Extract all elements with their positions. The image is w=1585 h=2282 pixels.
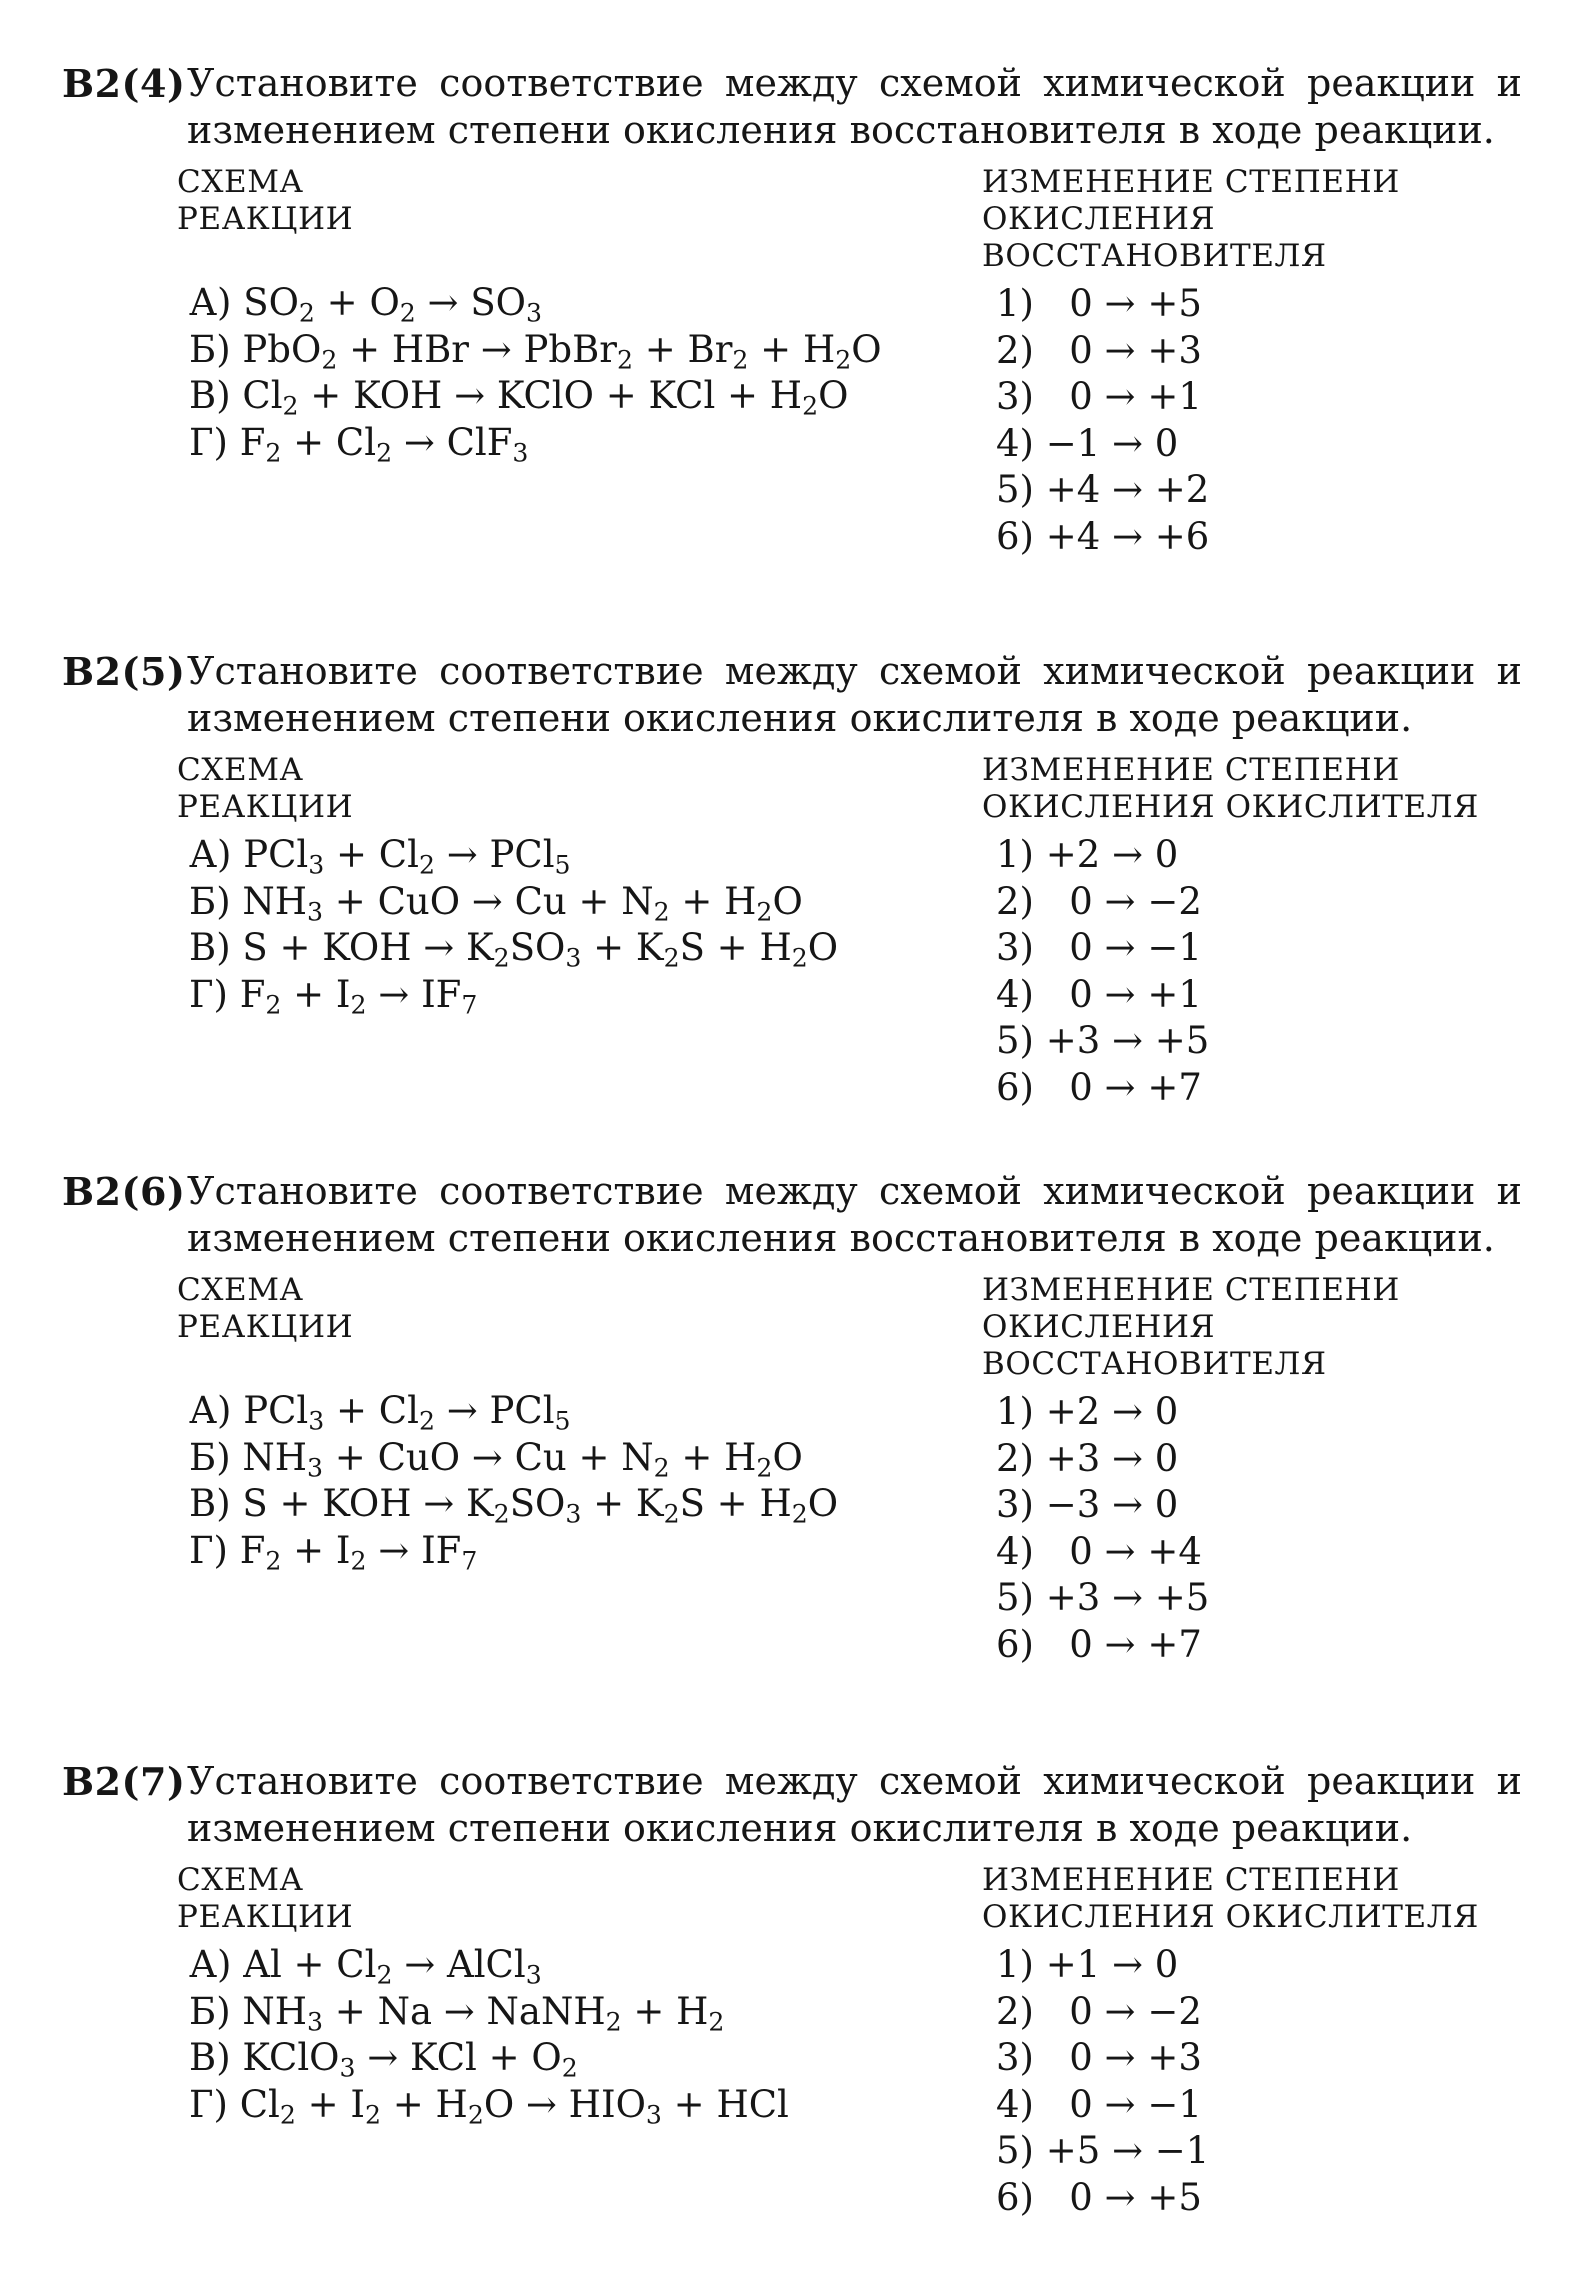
answer-option: 5) +3 → +5 bbox=[996, 1019, 1210, 1062]
reaction-item: Г) $F_2 + I_2 \to IF_7$ bbox=[189, 1528, 478, 1575]
reaction-item: Г) $Cl_2 + I_2 + H_2O \to HIO_3$ + HCl bbox=[189, 2082, 789, 2129]
answer-option: 4) 0 → +4 bbox=[996, 1529, 1202, 1573]
answer-option: 2) +3 → 0 bbox=[996, 1436, 1179, 1480]
reaction-item: В) $Cl_2$ + KOH → KClO + KCl + $H_2O$ bbox=[189, 374, 849, 421]
task-instruction: Установите соответствие между схемой химической реакции и изменением степени окисления окислителя в ходе реакции. bbox=[187, 649, 1522, 740]
reaction-column bbox=[177, 1862, 997, 2128]
task-heading bbox=[62, 648, 1522, 742]
answer-option: 2) 0 → +3 bbox=[996, 328, 1202, 372]
answer-column bbox=[982, 1862, 1522, 2221]
reaction-column-header: СХЕМА РЕАКЦИИ bbox=[177, 1272, 354, 1345]
answer-option: 1) 0 → +5 bbox=[996, 282, 1202, 325]
reaction-list bbox=[177, 280, 997, 466]
answer-option: 2) 0 → −2 bbox=[996, 1989, 1202, 2033]
answer-option: 3) 0 → −1 bbox=[996, 926, 1202, 969]
answer-option: 3) −3 → 0 bbox=[996, 1483, 1179, 1526]
reaction-column-header: СХЕМА РЕАКЦИИ bbox=[177, 164, 354, 237]
task-heading bbox=[62, 60, 1522, 154]
task-instruction: Установите соответствие между схемой химической реакции и изменением степени окисления восстановителя в ходе реакции. bbox=[187, 61, 1522, 152]
task-b2-5 bbox=[62, 648, 1522, 1172]
matching-columns bbox=[62, 1272, 1522, 1692]
task-instruction: Установите соответствие между схемой химической реакции и изменением степени окисления восстановителя в ходе реакции. bbox=[187, 1169, 1522, 1260]
reaction-list bbox=[177, 1388, 997, 1574]
task-instruction: Установите соответствие между схемой химической реакции и изменением степени окисления окислителя в ходе реакции. bbox=[187, 1759, 1522, 1850]
reaction-item: Б) PbO$_2$ + HBr → PbBr$_2$ + $Br_2 + H_2O$ bbox=[189, 327, 882, 374]
answer-option: 4) 0 → +1 bbox=[996, 972, 1202, 1016]
answer-option: 5) +3 → +5 bbox=[996, 1576, 1210, 1619]
reaction-item: Б) $NH_3 + Na$ → NaNH$_2$ + $H_2$ bbox=[189, 1989, 725, 2036]
reaction-item: А) $PCl_3 + Cl_2 \to PCl_5$ bbox=[189, 1389, 571, 1436]
task-heading bbox=[62, 1168, 1522, 1262]
reaction-item: Г) $F_2 + Cl_2 \to ClF_3$ bbox=[189, 420, 529, 467]
task-b2-7 bbox=[62, 1758, 1522, 2282]
answer-option: 5) +4 → +2 bbox=[996, 468, 1210, 511]
answer-list bbox=[982, 281, 1522, 560]
answer-option: 6) 0 → +5 bbox=[996, 2175, 1202, 2219]
answer-column-header: ИЗМЕНЕНИЕ СТЕПЕНИ ОКИСЛЕНИЯ ВОССТАНОВИТЕЛЯ bbox=[982, 164, 1400, 274]
matching-columns bbox=[62, 164, 1522, 584]
reaction-list bbox=[177, 1942, 997, 2128]
reaction-column-header: СХЕМА РЕАКЦИИ bbox=[177, 1862, 354, 1935]
answer-list bbox=[982, 1389, 1522, 1668]
answer-list bbox=[982, 832, 1522, 1111]
task-number: B2(4) bbox=[62, 61, 186, 106]
task-number: B2(5) bbox=[62, 649, 186, 694]
answer-option: 3) 0 → +1 bbox=[996, 375, 1202, 418]
reaction-item: А) $SO_2 + O_2 \to SO_3$ bbox=[189, 281, 543, 328]
answer-option: 4) 0 → −1 bbox=[996, 2082, 1202, 2126]
matching-columns bbox=[62, 752, 1522, 1172]
reaction-item: В) S + KOH → $K_2SO_3 + K_2S + H_2O$ bbox=[189, 1482, 839, 1529]
answer-column bbox=[982, 752, 1522, 1111]
reaction-column bbox=[177, 164, 997, 466]
task-heading bbox=[62, 1758, 1522, 1852]
reaction-column bbox=[177, 1272, 997, 1574]
answer-option: 1) +1 → 0 bbox=[996, 1943, 1179, 1986]
answer-column bbox=[982, 1272, 1522, 1668]
answer-option: 6) +4 → +6 bbox=[996, 514, 1210, 558]
answer-column bbox=[982, 164, 1522, 560]
reaction-column bbox=[177, 752, 997, 1018]
reaction-item: Г) $F_2 + I_2 \to IF_7$ bbox=[189, 972, 478, 1019]
reaction-item: В) S + KOH → $K_2SO_3 + K_2S + H_2O$ bbox=[189, 926, 839, 973]
answer-option: 3) 0 → +3 bbox=[996, 2036, 1202, 2079]
answer-option: 6) 0 → +7 bbox=[996, 1622, 1202, 1666]
answer-column-header: ИЗМЕНЕНИЕ СТЕПЕНИ ОКИСЛЕНИЯ ОКИСЛИТЕЛЯ bbox=[982, 752, 1479, 825]
answer-column-header: ИЗМЕНЕНИЕ СТЕПЕНИ ОКИСЛЕНИЯ ОКИСЛИТЕЛЯ bbox=[982, 1862, 1479, 1935]
task-number: B2(7) bbox=[62, 1759, 186, 1804]
answer-option: 1) +2 → 0 bbox=[996, 1390, 1179, 1433]
answer-column-header: ИЗМЕНЕНИЕ СТЕПЕНИ ОКИСЛЕНИЯ ВОССТАНОВИТЕЛЯ bbox=[982, 1272, 1400, 1382]
reaction-list bbox=[177, 832, 997, 1018]
reaction-item: А) $PCl_3 + Cl_2 \to PCl_5$ bbox=[189, 833, 571, 880]
matching-columns bbox=[62, 1862, 1522, 2282]
task-b2-4 bbox=[62, 60, 1522, 584]
answer-option: 6) 0 → +7 bbox=[996, 1065, 1202, 1109]
reaction-item: Б) $NH_3$ + CuO → $Cu + N_2 + H_2O$ bbox=[189, 1435, 803, 1482]
answer-list bbox=[982, 1942, 1522, 2221]
reaction-column-header: СХЕМА РЕАКЦИИ bbox=[177, 752, 354, 825]
task-number: B2(6) bbox=[62, 1169, 186, 1214]
reaction-item: А) $Al + Cl_2$ → AlCl$_3$ bbox=[189, 1943, 542, 1990]
answer-option: 2) 0 → −2 bbox=[996, 879, 1202, 923]
answer-option: 4) −1 → 0 bbox=[996, 421, 1179, 465]
reaction-item: Б) $NH_3$ + CuO → $Cu + N_2 + H_2O$ bbox=[189, 879, 803, 926]
answer-option: 1) +2 → 0 bbox=[996, 833, 1179, 876]
answer-option: 5) +5 → −1 bbox=[996, 2129, 1210, 2172]
task-b2-6 bbox=[62, 1168, 1522, 1692]
reaction-item: В) KClO$_3$ → KCl + $O_2$ bbox=[189, 2036, 578, 2083]
